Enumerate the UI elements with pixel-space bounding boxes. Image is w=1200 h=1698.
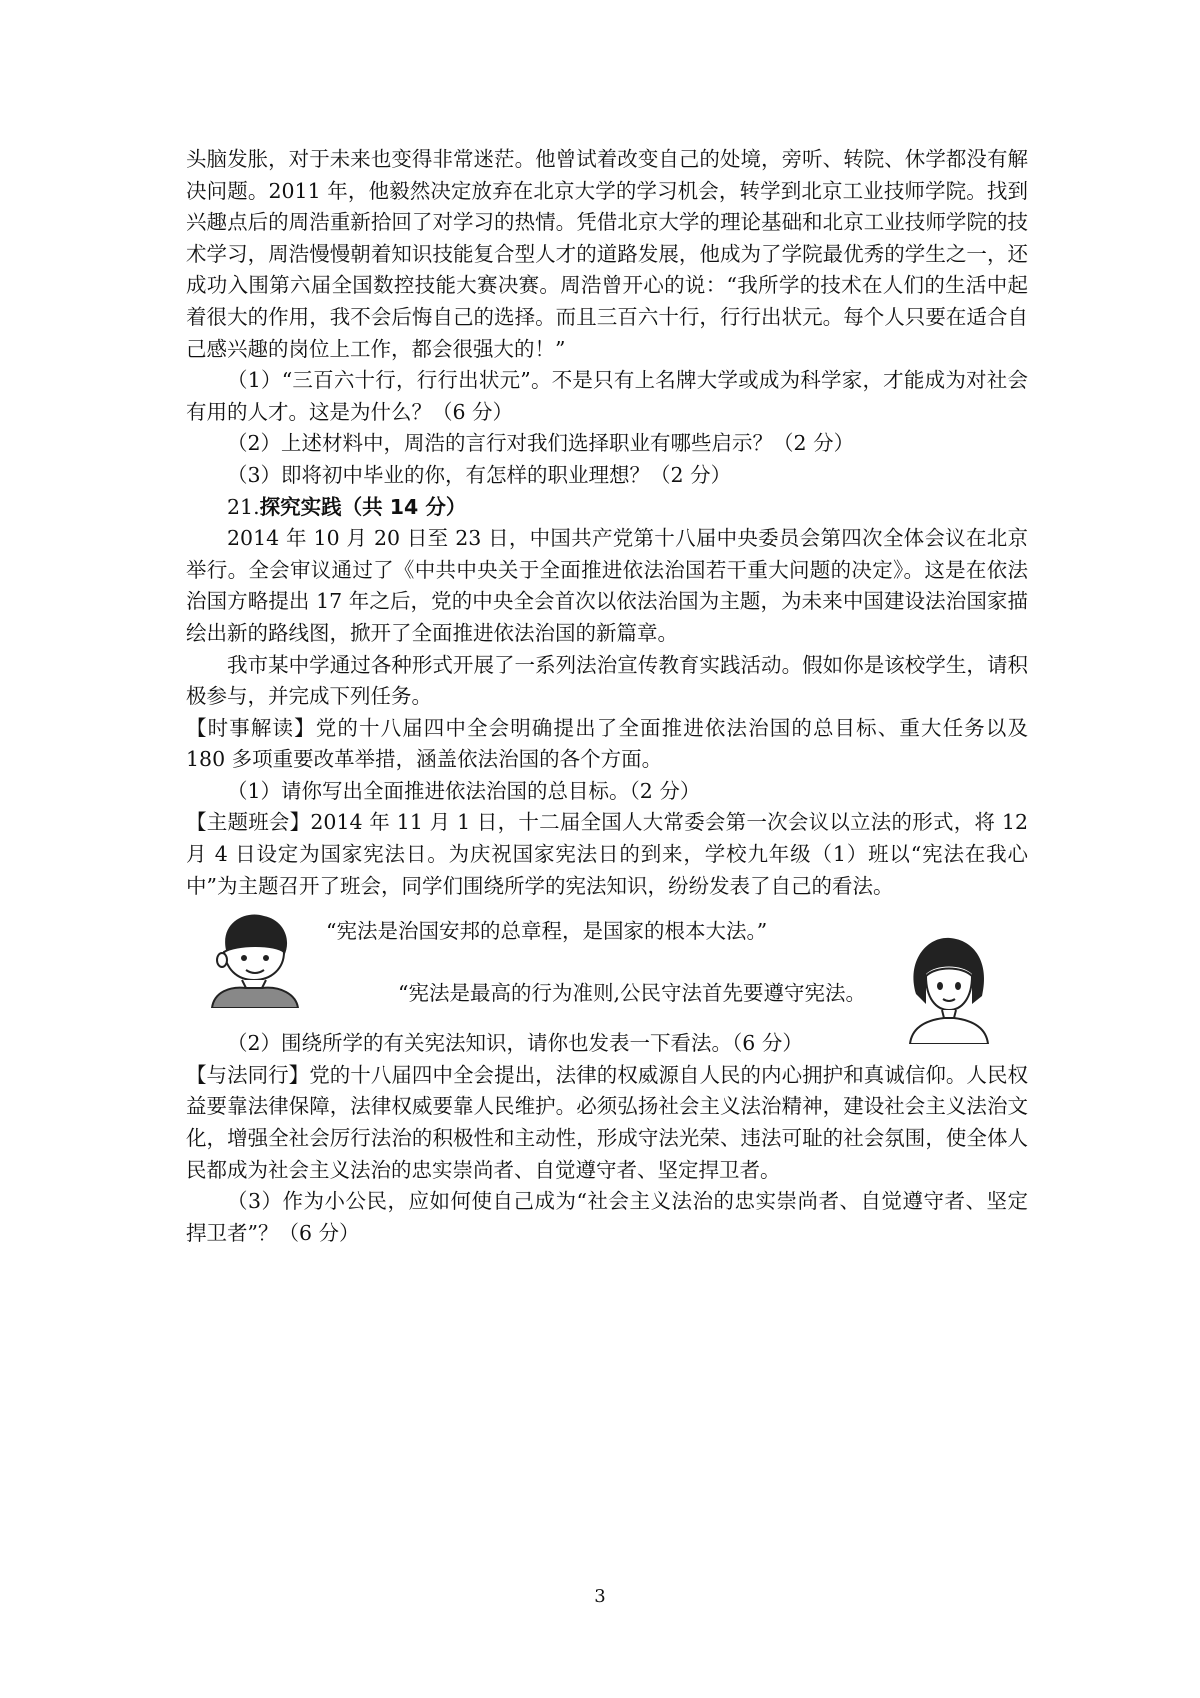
- page-number: 3: [594, 1586, 606, 1607]
- part-3-tag: 【与法同行】: [186, 1062, 310, 1087]
- part-3-text: 党的十八届四中全会提出，法律的权威源自人民的内心拥护和真诚信仰。人民权益要靠法律保障，法律权威要靠人民维护。必须弘扬社会主义法治精神，建设社会主义法治文化，增强全社会厉行法治的积极性和主动性，形成守法光荣、违法可耻的社会氛围，使全体人民都成为社会主义法治的忠实崇尚者、自觉遵守者、坚定捍卫者。: [186, 1062, 1029, 1182]
- part-2-tag: 【主题班会】: [186, 810, 311, 835]
- part-1-paragraph: [186, 713, 1028, 776]
- question-21-2: （2）围绕所学的有关宪法知识，请你也发表一下看法。（6 分）: [227, 1031, 803, 1056]
- section-21-intro-2: 我市某中学通过各种形式开展了一系列法治宣传教育实践活动。假如你是该校学生，请积极参与，并完成下列任务。: [186, 652, 1028, 709]
- part-1-tag: 【时事解读】: [186, 715, 316, 740]
- section-21-title: 探究实践（共 14 分）: [259, 494, 467, 519]
- illustration-students: [186, 910, 1028, 1028]
- part-2-paragraph: [186, 807, 1028, 902]
- section-21-heading: [186, 492, 1028, 524]
- question-21-1: （1）请你写出全面推进依法治国的总目标。（2 分）: [227, 778, 701, 803]
- part-2-text: 2014 年 11 月 1 日，十二届全国人大常委会第一次会议以立法的形式，将 12 月 4 日设定为国家宪法日。为庆祝国家宪法日的到来，学校九年级（1）班以“宪法在我心中”为主题召开了班会，同学们围绕所学的宪法知识，纷纷发表了自己的看法。: [186, 810, 1029, 898]
- exam-page-content: [186, 144, 1028, 1249]
- question-21-3: （3）作为小公民，应如何使自己成为“社会主义法治的忠实崇尚者、自觉遵守者、坚定捍卫者”？（6 分）: [186, 1189, 1028, 1245]
- section-21-intro-1: 2014 年 10 月 20 日至 23 日，中国共产党第十八届中央委员会第四次全体会议在北京举行。全会审议通过了《中共中央关于全面推进依法治国若干重大问题的决定》。这是在依法治国方略提出 17 年之后，党的中央全会首次以依法治国为主题，为未来中国建设法治国家描绘出新的路线图，掀开了全面推进依法治国的新篇章。: [186, 526, 1028, 645]
- question-20-1: （1）“三百六十行，行行出状元”。不是只有上名牌大学或成为科学家，才能成为对社会有用的人才。这是为什么？（6 分）: [186, 368, 1028, 424]
- material-paragraph: 头脑发胀，对于未来也变得非常迷茫。他曾试着改变自己的处境，旁听、转院、休学都没有解决问题。2011 年，他毅然决定放弃在北京大学的学习机会，转学到北京工业技师学院。找到兴趣点后的周浩重新拾回了对学习的热情。凭借北京大学的理论基础和北京工业技师学院的技术学习，周浩慢慢朝着知识技能复合型人才的道路发展，他成为了学院最优秀的学生之一，还成功入围第六届全国数控技能大赛决赛。周浩曾开心的说：“我所学的技术在人们的生活中起着很大的作用，我不会后悔自己的选择。而且三百六十行，行行出状元。每个人只要在适合自己感兴趣的岗位上工作，都会很强大的！”: [186, 147, 1028, 361]
- part-1-text: 党的十八届四中全会明确提出了全面推进依法治国的总目标、重大任务以及 180 多项重要改革举措，涵盖依法治国的各个方面。: [186, 715, 1029, 772]
- girl-quote: “宪法是最高的行为准则,公民守法首先要遵守宪法。: [398, 981, 866, 1006]
- boy-illustration-icon: [206, 910, 302, 1008]
- question-20-3: （3）即将初中毕业的你，有怎样的职业理想？（2 分）: [227, 462, 732, 487]
- question-20-2: （2）上述材料中，周浩的言行对我们选择职业有哪些启示？（2 分）: [227, 431, 855, 456]
- girl-illustration-icon: [902, 934, 994, 1044]
- boy-quote: “宪法是治国安邦的总章程，是国家的根本大法。”: [326, 919, 768, 944]
- section-21-number: 21.: [227, 494, 260, 519]
- part-3-paragraph: [186, 1060, 1028, 1186]
